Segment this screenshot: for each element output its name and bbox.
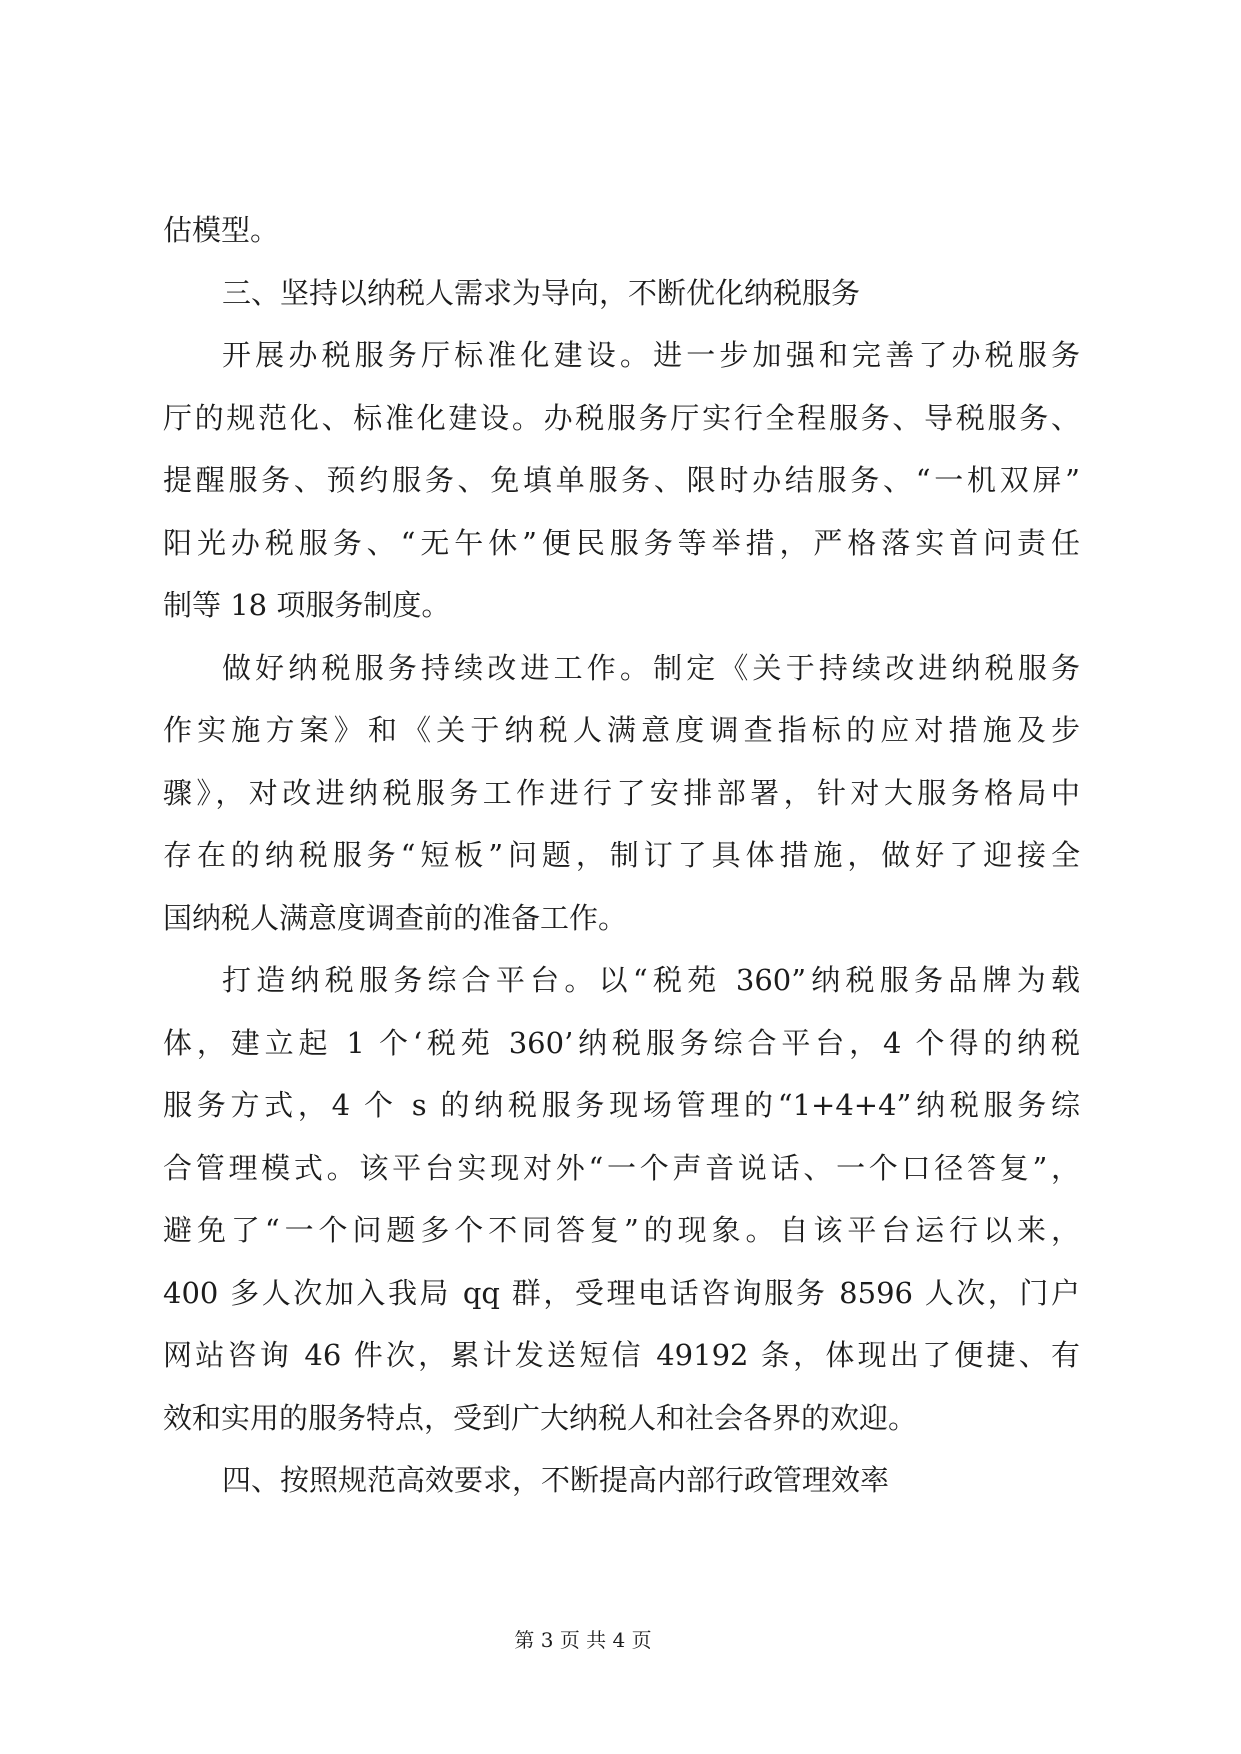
paragraph-continuation [163,199,1080,262]
text-line: 阳光办税服务、“无午休”便民服务等举措，严格落实首问责任 [163,525,1080,560]
text-line: 制等 18 项服务制度。 [163,588,451,622]
text-line: 厅的规范化、标准化建设。办税服务厅实行全程服务、导税服务、 [163,400,1080,435]
text-line: 效和实用的服务特点，受到广大纳税人和社会各界的欢迎。 [163,1400,918,1435]
section-heading [163,1449,1080,1512]
section-heading-text: 四、按照规范高效要求，不断提高内部行政管理效率 [222,1463,890,1497]
page-footer: 第 3 页 共 4 页 [514,1628,652,1652]
paragraph [163,949,1080,1449]
text-line: 提醒服务、预约服务、免填单服务、限时办结服务、“一机双屏” [163,463,1080,497]
paragraph [163,637,1080,950]
section-heading-text: 三、坚持以纳税人需求为导向，不断优化纳税服务 [222,275,861,310]
text-line: 网站咨询 46 件次，累计发送短信 49192 条，体现出了便捷、有 [163,1338,1080,1372]
text-line: 体，建立起 1 个‘税苑 360’纳税服务综合平台，4 个得的纳税 [163,1025,1080,1060]
text-line: 骤》，对改进纳税服务工作进行了安排部署，针对大服务格局中 [163,775,1080,810]
paragraph [163,324,1080,637]
text-line: 避免了“一个问题多个不同答复”的现象。自该平台运行以来， [163,1213,1080,1247]
text-line: 打造纳税服务综合平台。以“税苑 360”纳税服务品牌为载 [222,963,1080,997]
text-line: 做好纳税服务持续改进工作。制定《关于持续改进纳税服务 [222,650,1080,685]
text-line: 服务方式，4 个 s 的纳税服务现场管理的“1+4+4”纳税服务综 [163,1088,1080,1122]
text-line: 国纳税人满意度调查前的准备工作。 [163,900,628,935]
text-line: 合管理模式。该平台实现对外“一个声音说话、一个口径答复”， [163,1150,1080,1185]
document-body [163,199,1080,1512]
text-line: 作实施方案》和《关于纳税人满意度调查指标的应对措施及步 [163,713,1080,747]
section-heading [163,262,1080,325]
text-line: 400 多人次加入我局 qq 群，受理电话咨询服务 8596 人次，门户 [163,1275,1080,1310]
text-line: 估模型。 [163,213,280,247]
text-line: 存在的纳税服务“短板”问题，制订了具体措施，做好了迎接全 [163,838,1080,872]
text-line: 开展办税服务厅标准化建设。进一步加强和完善了办税服务 [222,338,1080,372]
